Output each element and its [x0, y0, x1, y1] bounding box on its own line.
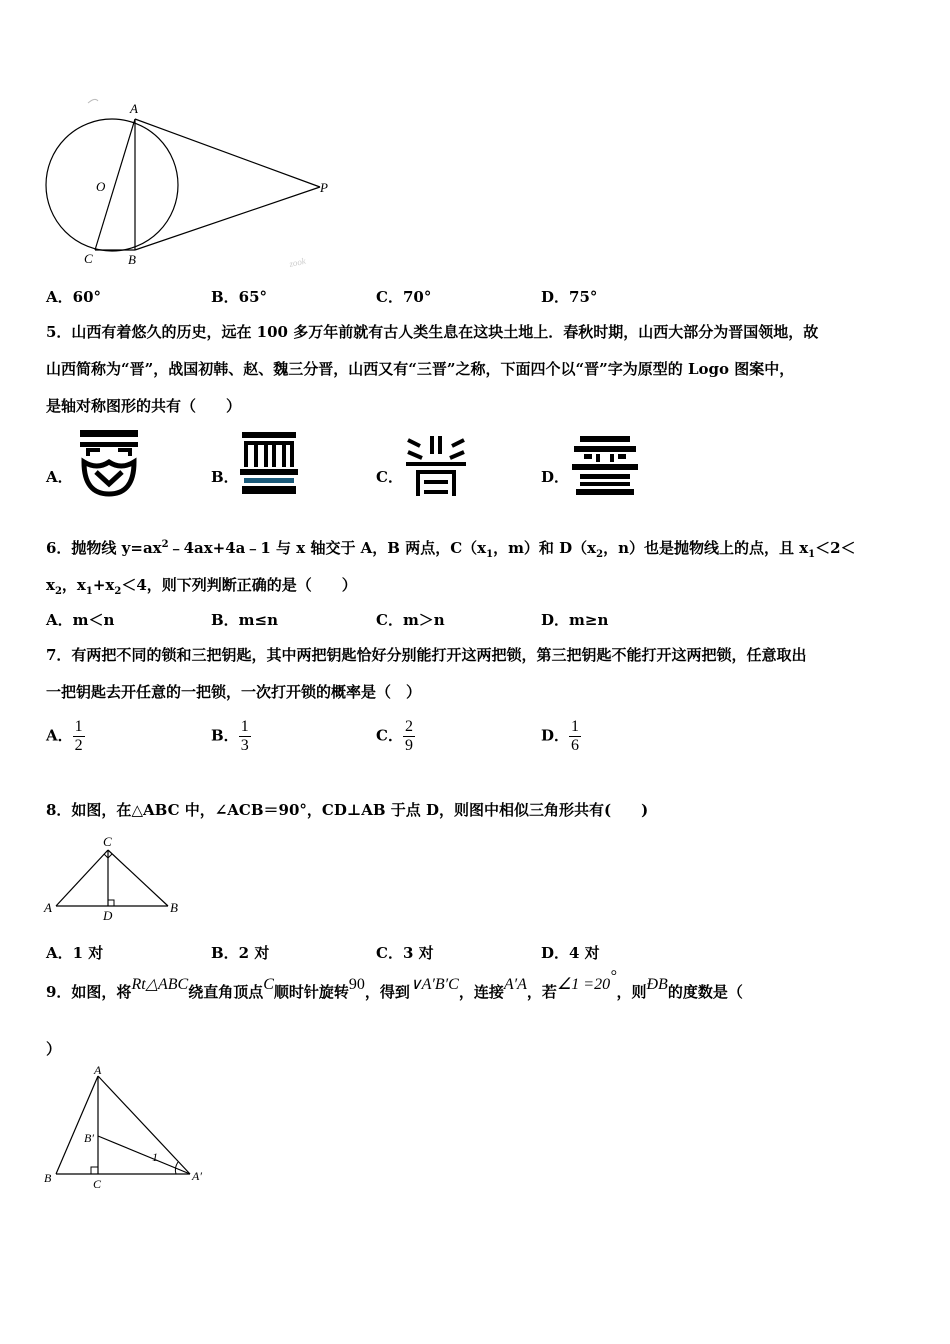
label-1: 1	[152, 1150, 158, 1164]
label-B-prime: B′	[84, 1131, 94, 1145]
q7-line-1: 7．有两把不同的锁和三把钥匙，其中两把钥匙恰好分别能打开这两把锁，第三把钥匙不能打开这两把锁，任意取出	[46, 646, 807, 664]
right-triangle-figure	[40, 832, 190, 924]
q4-option-c: C．70°	[376, 288, 432, 306]
q4-option-b: B．65°	[211, 288, 268, 306]
q5-option-b-label: B．	[211, 468, 239, 486]
q8-option-d: D．4 对	[541, 944, 600, 962]
q8-option-b: B．2 对	[211, 944, 270, 962]
label-A: A	[94, 1064, 102, 1077]
q6-option-b: B．m≤n	[211, 611, 279, 629]
q4-option-a: A．60°	[46, 288, 102, 306]
q8-option-a: A．1 对	[46, 944, 104, 962]
rotation-triangle-figure	[40, 1064, 220, 1194]
q8-line-1: 8．如图，在△ABC 中，∠ACB＝90°，CD⊥AB 于点 D，则图中相似三角形共有( )	[46, 801, 649, 819]
label-B: B	[128, 252, 136, 267]
q4-option-d: D．75°	[541, 288, 598, 306]
jin-logo-d	[570, 436, 640, 496]
q8-option-c: C．3 对	[376, 944, 434, 962]
q5-line-3: 是轴对称图形的共有（ ）	[46, 397, 242, 415]
label-A: A	[130, 101, 138, 116]
jin-logo-a	[76, 428, 142, 498]
q6-option-a: A．m＜n	[46, 611, 115, 629]
q7-option-a: A． $\frac{1}{2}$	[46, 718, 83, 754]
q7-line-2: 一把钥匙去开任意的一把锁，一次打开锁的概率是（ ）	[46, 683, 422, 701]
label-D: D	[103, 908, 113, 923]
fraction: $\frac{2}{9}$	[404, 718, 413, 754]
label-P: P	[320, 180, 328, 195]
q5-line-2: 山西简称为“晋”，战国初韩、赵、魏三分晋，山西又有“三晋”之称，下面四个以“晋”字为原型的 Logo 图案中，	[46, 360, 795, 378]
q6-option-c: C．m＞n	[376, 611, 445, 629]
fraction: $\frac{1}{3}$	[240, 718, 249, 754]
q5-option-c-label: C．	[376, 468, 403, 486]
watermark: zook	[288, 255, 307, 269]
q7-option-c: C． $\frac{2}{9}$	[376, 718, 413, 754]
label-A-prime: A′	[192, 1169, 202, 1183]
q6-line-1: 6．抛物线 $y=ax^2﹣4ax+4a﹣1$ 与 x 轴交于 A，B 两点，$C(x_1$，m）和 $D(x_2$，n）也是抛物线上的点，且 $x_1<2<$	[46, 539, 856, 560]
q5-line-1: 5．山西有着悠久的历史，远在 100 多万年前就有古人类生息在这块土地上．春秋时期，山西大部分为晋国领地，故	[46, 323, 819, 341]
q6-option-d: D．m≥n	[541, 611, 609, 629]
label-A: A	[44, 900, 52, 915]
label-B: B	[170, 900, 178, 915]
circle-tangent-figure	[40, 95, 340, 275]
fraction: $\frac{1}{6}$	[571, 718, 580, 754]
q7-option-b: B． $\frac{1}{3}$	[211, 718, 249, 754]
label-C: C	[103, 834, 112, 849]
q6-line-2: $x_2$，$x_1+x_2<4$，则下列判断正确的是（ ）	[46, 576, 357, 597]
q9-line-1: 9．如图，将Rt△ABC绕直角顶点C顺时针旋转90，得到∨A′B′C，连接A′A，若∠1 =20°，则ÐB的度数是（	[46, 968, 743, 1001]
q5-option-a-label: A．	[46, 468, 73, 486]
label-C: C	[93, 1177, 102, 1191]
label-O: O	[96, 179, 106, 194]
jin-logo-c	[404, 434, 468, 498]
label-C: C	[84, 251, 93, 266]
fraction: $\frac{1}{2}$	[74, 718, 83, 754]
q5-option-d-label: D．	[541, 468, 570, 486]
jin-logo-b	[238, 432, 300, 496]
q9-line-2: ）	[46, 1040, 62, 1058]
label-B: B	[44, 1171, 52, 1185]
q7-option-d: D． $\frac{1}{6}$	[541, 718, 580, 754]
